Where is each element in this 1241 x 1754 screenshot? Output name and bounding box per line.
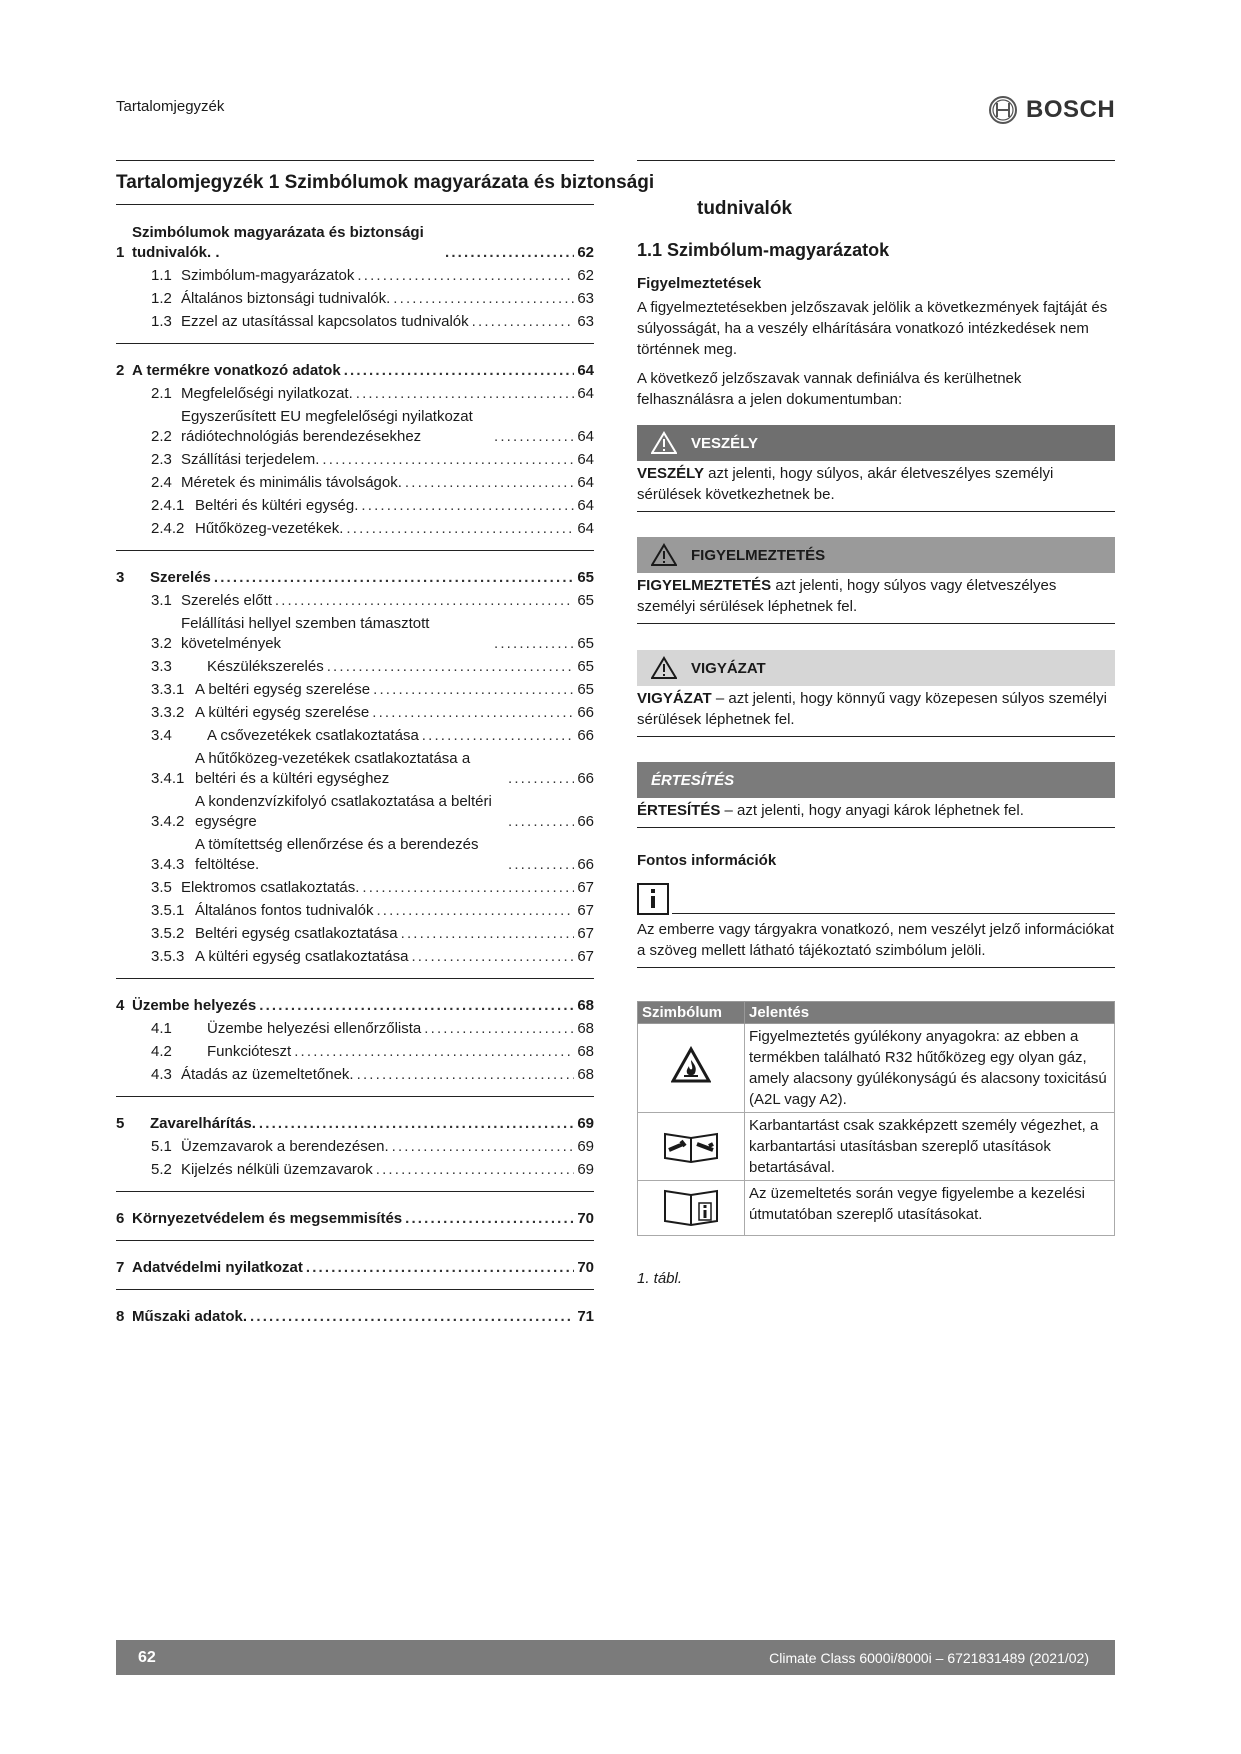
toc-entry-number: 3.4.3 [151,856,185,873]
toc-entry-page: 64 [577,474,594,491]
toc-entry-page: 67 [577,902,594,919]
toc-entry-number: 4 [116,997,125,1014]
toc-entry-number: 2.2 [151,428,172,445]
toc-entry-number: 3 [116,569,125,586]
toc-entry-page: 63 [577,313,594,330]
toc-entry-label: Üzembe helyezés [132,997,257,1014]
toc-leader-dots [401,924,575,944]
brand-logo [988,95,1115,125]
toc-entry[interactable] [116,473,594,493]
toc-entry[interactable] [116,361,594,381]
toc-entry-page: 65 [577,681,594,698]
toc-entry-page: 65 [577,635,594,652]
toc-entry-label: A kültéri egység szerelése [195,704,370,721]
toc-heading-rule [116,204,594,205]
toc-entry[interactable] [116,749,594,789]
warning-description [637,575,1115,624]
page-footer [116,1640,1115,1675]
notice-bar [637,762,1115,798]
toc-leader-dots [405,1209,574,1229]
toc-entry-label: Beltéri és kültéri egység. [195,497,359,514]
warning-triangle-icon [651,656,677,680]
toc-entry-page: 69 [577,1115,594,1132]
toc-entry-number: 3.5 [151,879,172,896]
toc-entry[interactable] [116,835,594,875]
column-header-symbol: Szimbólum [638,1002,745,1024]
toc-leader-dots [250,1307,574,1327]
toc-leader-dots [362,878,574,898]
toc-entry-number: 2.4.2 [151,520,185,537]
toc-entry[interactable] [116,614,594,654]
caution-description [637,688,1115,737]
symbol-cell [638,1113,745,1181]
service-manual-icon [661,1124,721,1164]
toc-leader-dots [373,680,574,700]
toc-entry-label: A hűtőközeg-vezetékek csatlakoztatása a beltéri és a kültéri egységhez [195,750,471,787]
section-heading-1-1: 1.1 Szimbólum-magyarázatok [637,240,890,260]
toc-leader-dots [259,1114,574,1134]
toc-entry[interactable] [116,384,594,404]
toc-entry[interactable] [116,947,594,967]
toc-entry-label: Méretek és minimális távolságok. [181,474,402,491]
toc-entry-number: 2 [116,362,125,379]
danger-keyword: VESZÉLY [637,465,704,482]
toc-entry-label: Egyszerűsített EU megfelelőségi nyilatkozat rádiótechnológiás berendezésekhez [181,408,473,445]
running-header-title: Tartalomjegyzék [116,98,225,115]
toc-entry-number: 3.3.1 [151,681,185,698]
toc-leader-dots [327,657,575,677]
toc-entry[interactable] [116,1019,594,1039]
toc-entry-label: Üzembe helyezési ellenőrzőlista [207,1020,422,1037]
toc-entry-number: 3.1 [151,592,172,609]
toc-entry-number: 2.3 [151,451,172,468]
toc-leader-dots [214,568,574,588]
toc-entry-page: 63 [577,290,594,307]
toc-entry-page: 62 [577,244,594,261]
toc-entry-number: 1.3 [151,313,172,330]
notice-text: – azt jelenti, hogy anyagi károk léphetnek fel. [720,802,1024,819]
notice-description [637,800,1115,828]
toc-entry-page: 68 [577,1066,594,1083]
toc-top-rule [116,160,594,161]
toc-entry-number: 3.3.2 [151,704,185,721]
toc-entry-page: 68 [577,1043,594,1060]
toc-leader-dots [508,855,574,875]
section-heading-continued: tudnivalók [697,198,793,219]
toc-entry-number: 3.4.2 [151,813,185,830]
toc-entry-label: Szimbólumok magyarázata és biztonsági tudnivalók. . [132,224,424,261]
toc-entry[interactable] [116,726,594,746]
toc-entry-label: A beltéri egység szerelése [195,681,371,698]
toc-entry-label: Adatvédelmi nyilatkozat [132,1259,303,1276]
toc-leader-dots [361,496,574,516]
toc-entry-number: 3.4 [151,727,172,744]
toc-entry-label: Ezzel az utasítással kapcsolatos tudnivalók [181,313,469,330]
toc-entry-page: 69 [577,1161,594,1178]
toc-entry-label: Szerelés előtt [181,592,272,609]
toc-section [116,1300,594,1338]
toc-entry[interactable] [116,1258,594,1278]
toc-entry[interactable] [116,1160,594,1180]
symbol-cell [638,1024,745,1113]
toc-entry-page: 66 [577,813,594,830]
notice-label: ÉRTESÍTÉS [651,771,735,789]
toc-entry-page: 64 [577,520,594,537]
toc-entry-number: 1.2 [151,290,172,307]
danger-text: azt jelenti, hogy súlyos, akár életveszélyes személyi sérülések következhetnek be. [637,465,1054,503]
toc-entry[interactable] [116,1042,594,1062]
toc-entry-number: 5 [116,1115,125,1132]
toc-entry-label: Beltéri egység csatlakoztatása [195,925,398,942]
toc-entry-page: 64 [577,428,594,445]
toc-entry[interactable] [116,901,594,921]
toc-entry-label: A csővezetékek csatlakoztatása [207,727,419,744]
toc-entry[interactable] [116,1114,594,1134]
toc-leader-dots [356,384,575,404]
toc-entry-number: 6 [116,1210,125,1227]
operation-manual-icon [661,1183,721,1227]
caution-keyword: VIGYÁZAT [637,690,712,707]
table-caption: 1. tábl. [637,1270,683,1287]
toc-entry-label: A termékre vonatkozó adatok [132,362,341,379]
toc-entry-label: Üzemzavarok a berendezésen. [181,1138,389,1155]
toc-entry[interactable] [116,1065,594,1085]
toc-entry-page: 66 [577,727,594,744]
toc-entry-label: Szerelés [150,569,211,586]
toc-leader-dots [405,473,574,493]
toc-leader-dots [275,591,574,611]
right-top-rule [637,160,1115,161]
toc-entry-label: A kondenzvízkifolyó csatlakoztatása a beltéri egységre [195,793,492,830]
toc-entry-page: 67 [577,879,594,896]
toc-entry-label: Környezetvédelem és megsemmisítés [132,1210,403,1227]
caution-text: – azt jelenti, hogy könnyű vagy közepesen súlyos személyi sérülések léphetnek fel. [637,690,1107,728]
toc-entry-page: 64 [577,362,594,379]
toc-entry-label: Szimbólum-magyarázatok [181,267,355,284]
subheading-important-info: Fontos információk [637,852,777,869]
warning-label: FIGYELMEZTETÉS [691,546,826,564]
toc-entry-label: Átadás az üzemeltetőnek. [181,1066,354,1083]
toc-section [116,216,594,344]
toc-leader-dots [445,243,574,263]
toc-entry-number: 4.1 [151,1020,172,1037]
toc-leader-dots [344,361,575,381]
toc-entry-page: 67 [577,925,594,942]
toc-entry-page: 64 [577,451,594,468]
toc-entry[interactable] [116,407,594,447]
toc-entry-number: 5.1 [151,1138,172,1155]
toc-entry[interactable] [116,591,594,611]
toc-entry[interactable] [116,519,594,539]
toc-leader-dots [392,1137,575,1157]
toc-entry-label: Készülékszerelés [207,658,324,675]
toc-entry-number: 4.2 [151,1043,172,1060]
toc-leader-dots [411,947,574,967]
table-row [638,1181,1115,1236]
toc-entry-label: Műszaki adatok. [132,1308,248,1325]
toc-leader-dots [376,1160,575,1180]
toc-entry-page: 66 [577,704,594,721]
toc-leader-dots [372,703,574,723]
toc-leader-dots [306,1258,574,1278]
signal-words-paragraph: A következő jelzőszavak vannak definiálva és kerülhetnek felhasználásra a jelen dokumentumban: [637,370,1022,408]
toc-entry-page: 71 [577,1308,594,1325]
toc-entry-number: 3.4.1 [151,770,185,787]
toc-entry[interactable] [116,568,594,588]
toc-leader-dots [494,427,574,447]
danger-description [637,463,1115,512]
toc-leader-dots [376,901,574,921]
toc-entry-number: 1 [116,244,125,261]
toc-entry[interactable] [116,878,594,898]
toc-entry-page: 65 [577,658,594,675]
table-row [638,1113,1115,1181]
table-of-contents [116,216,594,1348]
toc-entry-label: Hűtőközeg-vezetékek. [195,520,344,537]
toc-entry[interactable] [116,223,594,263]
toc-entry-page: 70 [577,1259,594,1276]
toc-leader-dots [422,726,575,746]
warning-text: azt jelenti, hogy súlyos vagy életveszélyes személyi sérülések léphetnek fel. [637,577,1057,615]
bosch-armature-icon [988,95,1018,125]
toc-section [116,1251,594,1290]
toc-entry-page: 68 [577,1020,594,1037]
toc-section [116,1202,594,1241]
toc-entry-page: 62 [577,267,594,284]
toc-leader-dots [472,312,575,332]
warning-bar [637,537,1115,573]
toc-entry-page: 65 [577,592,594,609]
toc-leader-dots [346,519,574,539]
meaning-cell: Az üzemeltetés során vegye figyelembe a kezelési útmutatóban szereplő utasításokat. [745,1181,1115,1236]
toc-entry-number: 2.4 [151,474,172,491]
toc-entry-number: 5.2 [151,1161,172,1178]
danger-label: VESZÉLY [691,434,758,452]
toc-entry-number: 2.1 [151,385,172,402]
column-header-meaning: Jelentés [745,1002,1115,1024]
notice-keyword: ÉRTESÍTÉS [637,802,721,819]
toc-entry-label: A kültéri egység csatlakoztatása [195,948,409,965]
toc-entry-label: Zavarelhárítás. [150,1115,256,1132]
toc-entry-number: 7 [116,1259,125,1276]
toc-entry[interactable] [116,657,594,677]
toc-entry-number: 1.1 [151,267,172,284]
toc-entry-number: 3.3 [151,658,172,675]
toc-entry[interactable] [116,1307,594,1327]
toc-entry-page: 68 [577,997,594,1014]
toc-entry[interactable] [116,312,594,332]
toc-entry-label: Szállítási terjedelem. [181,451,320,468]
page-number: 62 [138,1648,156,1666]
toc-entry[interactable] [116,289,594,309]
toc-entry[interactable] [116,1137,594,1157]
toc-entry[interactable] [116,680,594,700]
toc-leader-dots [508,769,574,789]
toc-entry[interactable] [116,266,594,286]
toc-entry[interactable] [116,792,594,832]
info-description: Az emberre vagy tárgyakra vonatkozó, nem veszélyt jelző információkat a szöveg mellett látható tájékoztató szimbólum jelöli. [637,919,1115,968]
toc-entry[interactable] [116,996,594,1016]
toc-leader-dots [357,1065,575,1085]
toc-entry-label: Kijelzés nélküli üzemzavarok [181,1161,373,1178]
toc-entry-number: 2.4.1 [151,497,185,514]
symbols-table [637,1001,1115,1236]
toc-entry[interactable] [116,496,594,516]
symbol-cell [638,1181,745,1236]
document-info: Climate Class 6000i/8000i – 6721831489 (2021/02) [769,1649,1089,1666]
toc-leader-dots [322,450,574,470]
toc-entry-label: Elektromos csatlakoztatás. [181,879,360,896]
toc-entry-number: 3.5.2 [151,925,185,942]
flammable-warning-icon [671,1046,711,1084]
toc-section [116,989,594,1097]
toc-leader-dots [294,1042,574,1062]
meaning-cell: Karbantartást csak szakképzett személy végezhet, a karbantartási utasításban szereplő utasítások betartásával. [745,1113,1115,1181]
toc-entry[interactable] [116,703,594,723]
toc-leader-dots [357,266,574,286]
meaning-cell: Figyelmeztetés gyúlékony anyagokra: az ebben a termékben található R32 hűtőközeg egy olyan gáz, amely alacsony gyúlékonyságú és alacsony toxicitású (A2L vagy A2). [745,1024,1115,1113]
toc-leader-dots [393,289,574,309]
subheading-warnings: Figyelmeztetések [637,275,762,292]
toc-entry[interactable] [116,1209,594,1229]
toc-entry-page: 67 [577,948,594,965]
warnings-intro-paragraph: A figyelmeztetésekben jelzőszavak jelölik a következmények fajtáját és súlyosságát, ha a veszély elhárítására vonatkozó intézkedések nem történnek meg. [637,299,1108,358]
toc-entry-page: 70 [577,1210,594,1227]
toc-entry-label: Funkcióteszt [207,1043,292,1060]
toc-entry-label: A tömítettség ellenőrzése és a berendezés feltöltése. [195,836,479,873]
toc-entry-number: 8 [116,1308,125,1325]
toc-section [116,561,594,979]
toc-entry-number: 3.2 [151,635,172,652]
danger-bar [637,425,1115,461]
toc-entry-number: 4.3 [151,1066,172,1083]
warning-triangle-icon [651,431,677,455]
toc-section [116,354,594,551]
toc-leader-dots [259,996,574,1016]
caution-bar [637,650,1115,686]
warning-triangle-icon [651,543,677,567]
toc-section [116,1107,594,1192]
toc-heading: Tartalomjegyzék 1 Szimbólumok magyarázata és biztonsági [116,172,655,193]
toc-entry-page: 66 [577,770,594,787]
toc-leader-dots [424,1019,574,1039]
brand-name: BOSCH [1026,96,1116,123]
toc-leader-dots [494,634,574,654]
toc-entry[interactable] [116,924,594,944]
info-icon [637,883,669,915]
toc-entry-page: 69 [577,1138,594,1155]
toc-entry-label: Megfelelőségi nyilatkozat. [181,385,353,402]
toc-entry-label: Általános biztonsági tudnivalók. [181,290,391,307]
toc-entry-number: 3.5.3 [151,948,185,965]
toc-leader-dots [508,812,574,832]
toc-entry-page: 64 [577,385,594,402]
toc-entry-number: 3.5.1 [151,902,185,919]
table-header-row [638,1002,1115,1024]
caution-label: VIGYÁZAT [691,659,766,677]
toc-entry-label: Felállítási hellyel szemben támasztott követelmények [181,615,430,652]
toc-entry[interactable] [116,450,594,470]
toc-entry-page: 64 [577,497,594,514]
info-rule [672,913,1115,914]
toc-entry-label: Általános fontos tudnivalók [195,902,374,919]
table-row [638,1024,1115,1113]
toc-entry-page: 65 [577,569,594,586]
toc-entry-page: 66 [577,856,594,873]
warning-keyword: FIGYELMEZTETÉS [637,577,772,594]
